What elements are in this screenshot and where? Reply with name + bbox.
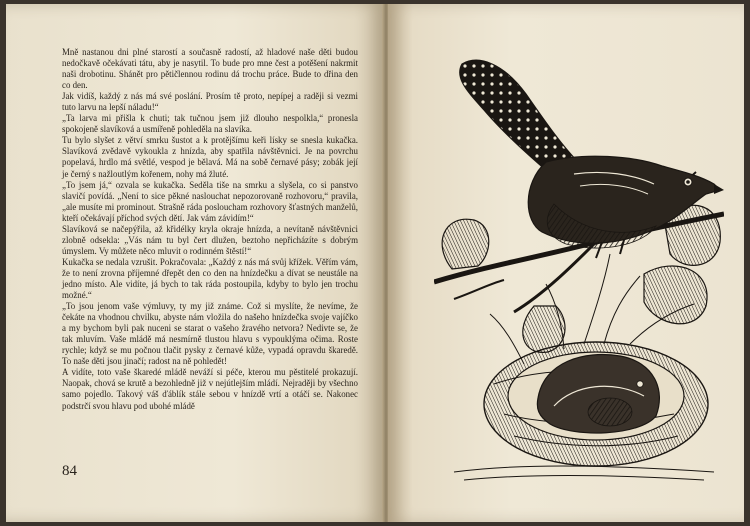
paragraph: Tu bylo slyšet z větví smrku šustot a k protějšímu keři lísky se snesla kukačka. Slavíková zvědavě vykoukla z hnízda, aby spatřila návštěvnici. Je na povrchu popelavá, hrdlo má světlé, vespod je bělavá. Má na sobě černavé pásy; zobák její je černý s nažloutlým kořenem, nohy má žluté. (62, 135, 358, 179)
body-text (62, 47, 358, 412)
paragraph: Kukačka se nedala vzrušit. Pokračovala: „Každý z nás má svůj křížek. Věřím vám, že to není zrovna příjemné dřepět den co den na hnízdečku a dívat se neustále na jedno místo. Ale vidíte, já bych to tak ráda postoupila, kdyby to bylo jen trochu možné.“ (62, 256, 358, 301)
cuckoo-nest-illustration (434, 44, 724, 484)
paragraph: Slavíková se načepýřila, až křidélky kryla okraje hnízda, a nevítaně návštěvnici zlobně odsekla: „Vás nám tu byl čert dlužen, beztoho nepřicházíte s dobrým úmyslem. Vy můžete něco mluvit o rodinném štěstí!“ (62, 223, 358, 256)
paragraph: „Ta larva mi přišla k chuti; tak tučnou jsem již dlouho nespolkla,“ pronesla spokojeně slavíková a usmířeně pohleděla na slavíka. (62, 113, 358, 135)
paragraph: „To jsem já,“ ozvala se kukačka. Seděla tiše na smrku a slyšela, co si panstvo slavičí povídá. „Není to sice pěkné naslouchat nepozorovaně rozhovoru,“ pravila, „ale musíte mi prominout. Strašně ráda posloucham rozhovory šťastných manželů, kteří očekávají příchod svých dětí. Jak vám závidím!“ (62, 179, 358, 223)
paragraph: Mně nastanou dni plné starostí a současně radostí, až hladové naše děti budou nedočkavě očekávati tátu, aby je nasytil. To bude pro mne čest a potěšení nakrmit naši drobotinu. Shánět pro pětičlennou rodinu dá trochu práce. Bude to dřina den co den. (62, 47, 358, 91)
page-number: 84 (62, 463, 77, 479)
ground (454, 466, 714, 480)
paragraph: Jak vidíš, každý z nás má své poslání. Prosím tě proto, nepípej a raději si vezmi tuto larvu na lepší náladu!“ (62, 91, 358, 113)
paragraph: „To jsou jenom vaše výmluvy, ty my již známe. Což si myslíte, že nevíme, že čekáte na vhodnou chvilku, abyste nám vložila do našeho hnízdečka svoje vajíčko a my bychom byli pak nuceni se starat o vašeho žravého netvora? Nedivte se, že tak mluvím. Vaše mládě má nesmírně tlustou hlavu s vypouklýma očima. Roste rychle; když se mu počnou tlačit pysky z černavé kůže, vypadá opravdu škaredě. To naše děti jsou jinačí; radost na ně pohledět! (62, 301, 358, 367)
paragraph: A vidíte, toto vaše škaredé mládě neváží si péče, kterou mu pěstitelé prokazují. Naopak, chová se krutě a bezohledně již v nejútlejším mládí. Nejraději by všechno samo pojedlo. Takový váš ďáblík stále sebou v hnízdě vrtí a otáčí se. Nakonec podstrčí svou hlavu pod ubohé mládě (62, 367, 358, 411)
